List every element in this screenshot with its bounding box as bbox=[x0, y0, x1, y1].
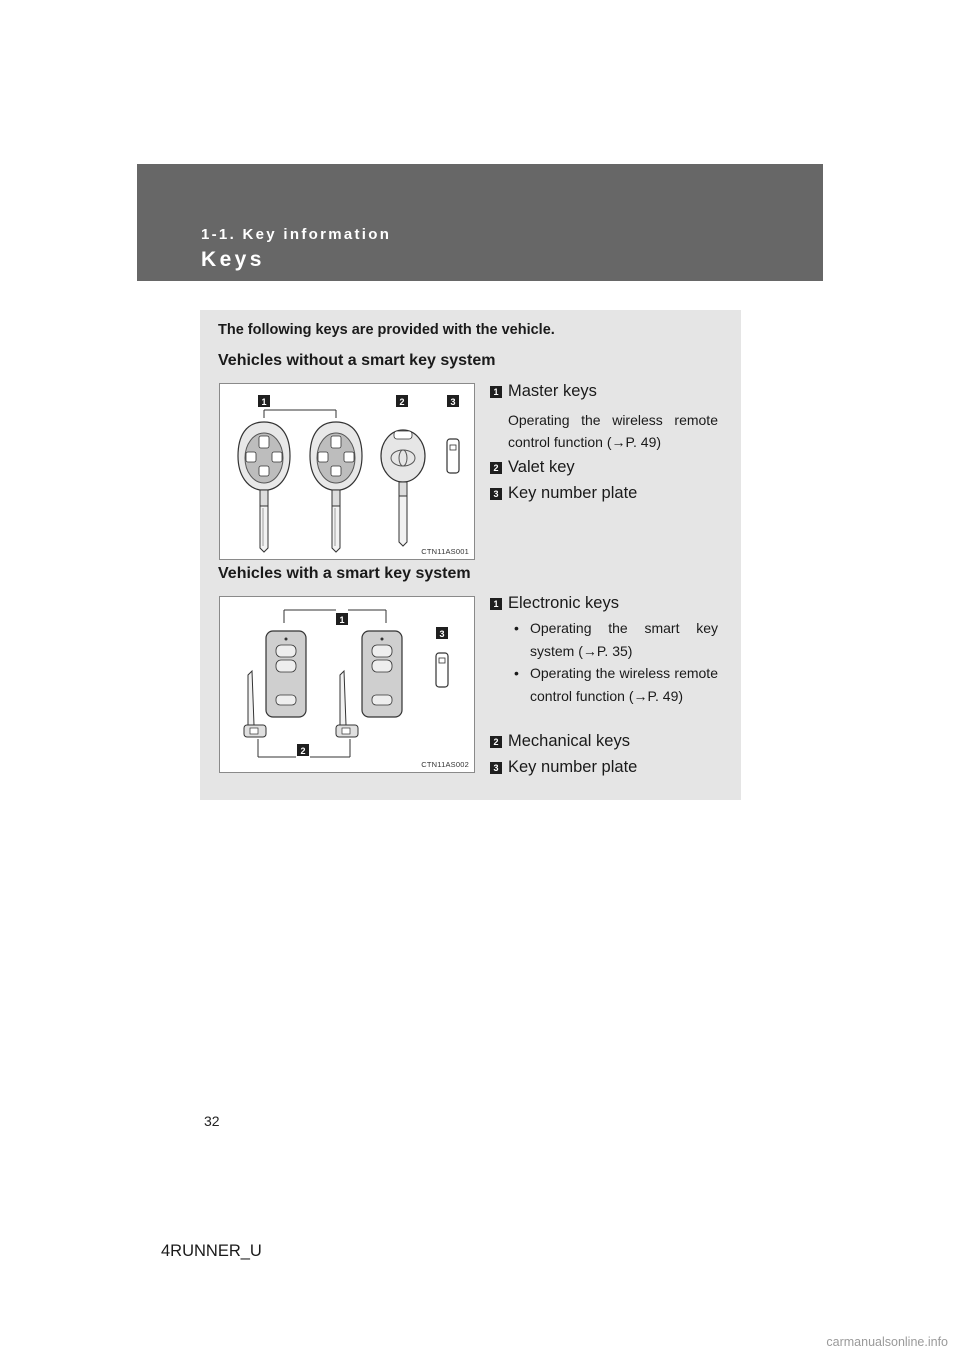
master-keys-description: Operating the wireless remote control function (→P. 49) bbox=[508, 412, 718, 450]
chapter-header-bar bbox=[137, 164, 823, 281]
item-key-number-plate bbox=[490, 484, 637, 503]
figure-code: CTN11AS002 bbox=[421, 760, 469, 769]
item-number-badge: 2 bbox=[490, 462, 502, 474]
item-number-badge: 2 bbox=[490, 736, 502, 748]
item-label: Master keys bbox=[508, 382, 597, 400]
item-label: Electronic keys bbox=[508, 594, 619, 612]
smart-key-fob-1-icon bbox=[266, 631, 306, 717]
item-number-badge: 1 bbox=[490, 598, 502, 610]
figure-electronic-keys bbox=[219, 596, 475, 773]
master-key-2-icon bbox=[310, 422, 362, 552]
section-label: 1-1. Key information bbox=[201, 226, 392, 243]
valet-key-icon bbox=[381, 430, 425, 546]
callout-2: 2 bbox=[300, 746, 306, 756]
callout-3: 3 bbox=[450, 397, 456, 407]
footer-model-code: 4RUNNER_U bbox=[161, 1242, 262, 1260]
callout-1: 1 bbox=[261, 397, 267, 407]
item-label: Mechanical keys bbox=[508, 732, 630, 750]
bullet-item: • Operating the wireless remote control function (→P. 49) bbox=[508, 662, 718, 707]
key-number-plate-icon bbox=[436, 653, 448, 687]
key-number-plate-icon bbox=[447, 439, 459, 473]
figure-code: CTN11AS001 bbox=[421, 547, 469, 556]
page-number: 32 bbox=[204, 1113, 220, 1129]
electronic-keys-bullets bbox=[508, 617, 718, 707]
electronic-keys-illustration bbox=[220, 597, 474, 772]
item-number-badge: 3 bbox=[490, 488, 502, 500]
callout-3: 3 bbox=[439, 629, 445, 639]
mechanical-key-2-icon bbox=[336, 671, 358, 737]
item-label: Key number plate bbox=[508, 758, 638, 776]
item-valet-key bbox=[490, 458, 575, 477]
item-label: Key number plate bbox=[508, 484, 638, 502]
item-number-badge: 1 bbox=[490, 386, 502, 398]
item-electronic-keys bbox=[490, 594, 619, 613]
bullet-item: • Operating the smart key system (→P. 35) bbox=[508, 617, 718, 662]
item-master-keys bbox=[490, 382, 597, 401]
figure-standard-keys bbox=[219, 383, 475, 560]
callout-1: 1 bbox=[339, 615, 345, 625]
intro-text: The following keys are provided with the vehicle. bbox=[218, 322, 555, 338]
master-key-1-icon bbox=[238, 422, 290, 552]
item-label: Valet key bbox=[508, 458, 575, 476]
smart-key-fob-2-icon bbox=[362, 631, 402, 717]
standard-keys-illustration bbox=[220, 384, 474, 559]
heading-without-smart-key: Vehicles without a smart key system bbox=[218, 352, 496, 369]
item-number-badge: 3 bbox=[490, 762, 502, 774]
content-panel bbox=[200, 310, 741, 800]
item-mechanical-keys bbox=[490, 732, 630, 751]
item-key-number-plate bbox=[490, 758, 637, 777]
page-title: Keys bbox=[201, 248, 265, 271]
mechanical-key-1-icon bbox=[244, 671, 266, 737]
callout-2: 2 bbox=[399, 397, 405, 407]
watermark: carmanualsonline.info bbox=[826, 1335, 948, 1349]
heading-with-smart-key: Vehicles with a smart key system bbox=[218, 565, 471, 582]
